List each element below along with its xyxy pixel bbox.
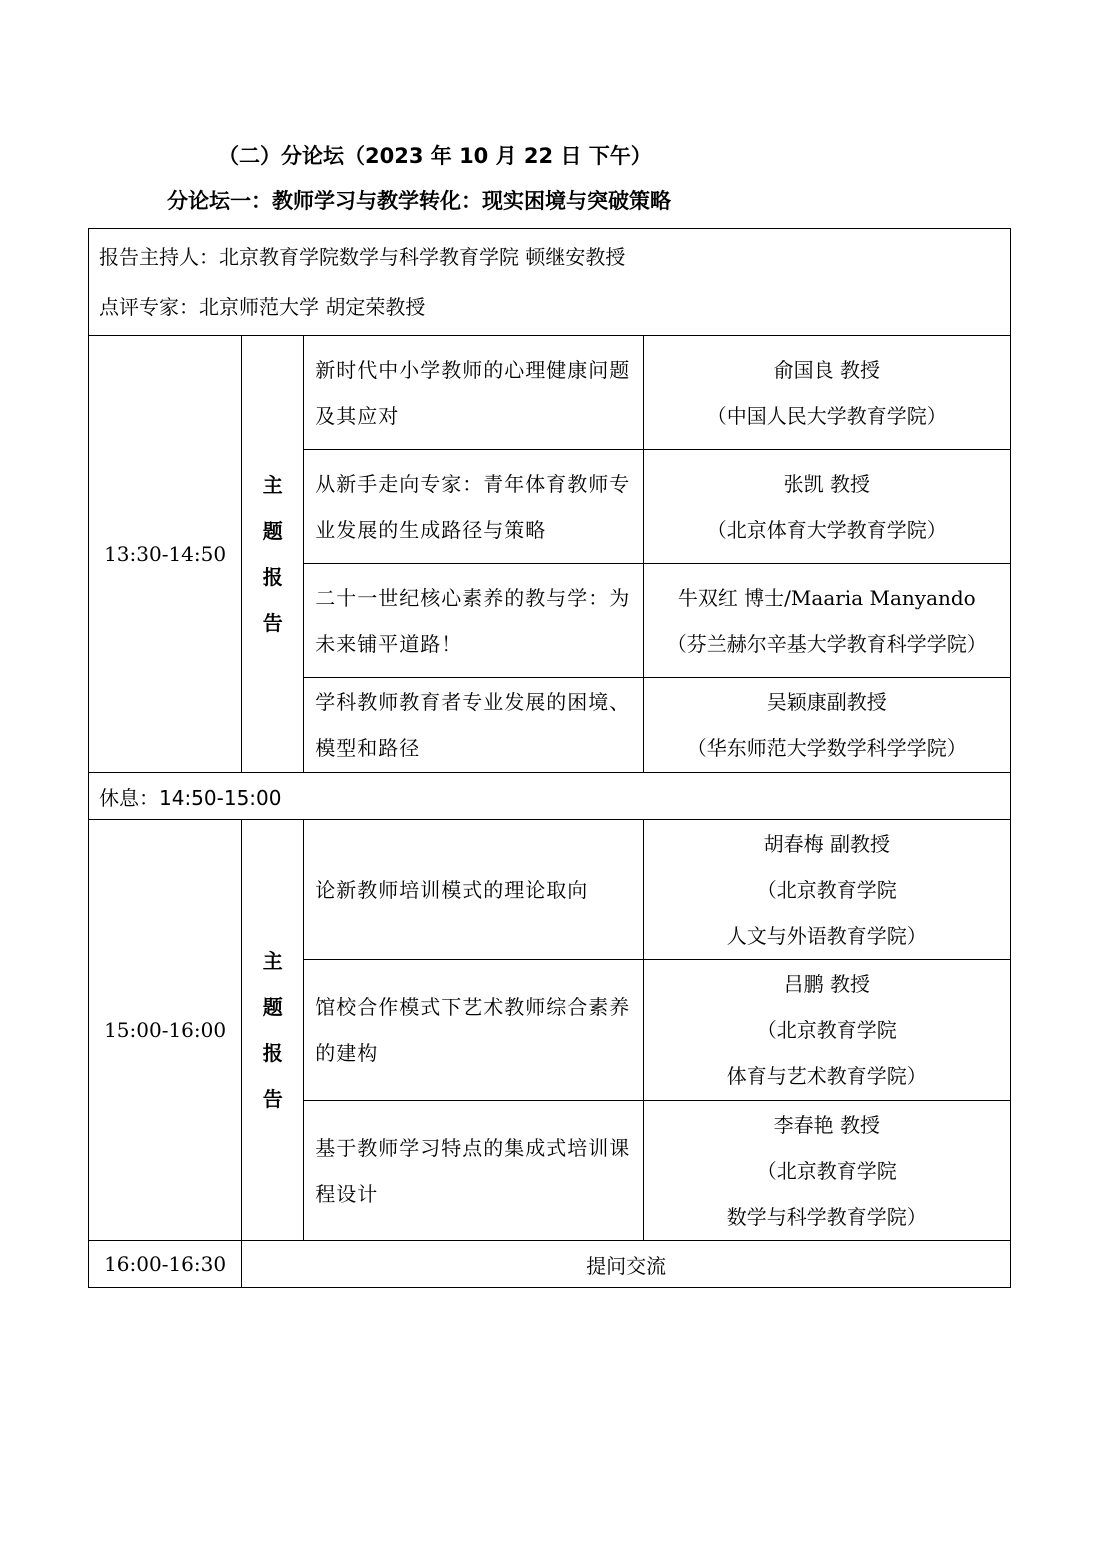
session-label-char: 主 (262, 949, 283, 973)
time-slot: 13:30-14:50 (89, 336, 242, 773)
speaker-affiliation: （芬兰赫尔辛基大学教育科学学院） (666, 631, 987, 656)
speaker-affiliation: （北京教育学院 (756, 1018, 897, 1042)
session-label-char: 题 (262, 995, 283, 1019)
info-row (89, 229, 1011, 336)
speaker-name: 胡春梅 副教授 (763, 831, 890, 856)
talk-topic: 新时代中小学教师的心理健康问题及其应对 (304, 336, 643, 450)
session-label-char: 题 (262, 519, 283, 543)
forum-title: 分论坛一：教师学习与教学转化：现实困境与突破策略 (167, 189, 671, 213)
talk-speaker (643, 820, 1010, 960)
talk-topic: 二十一世纪核心素养的教与学：为未来铺平道路！ (304, 564, 643, 678)
session-label (242, 336, 304, 773)
talk-speaker (643, 450, 1010, 564)
speaker-name: 张凯 教授 (783, 471, 870, 496)
talk-speaker (643, 960, 1010, 1101)
speaker-affiliation: （北京教育学院 (756, 1158, 897, 1183)
speaker-affiliation: （中国人民大学教育学院） (706, 403, 947, 428)
session-label-char: 主 (262, 473, 283, 497)
talk-topic: 馆校合作模式下艺术教师综合素养的建构 (304, 960, 643, 1101)
speaker-affiliation: （北京教育学院 (756, 877, 897, 902)
reviewer-line: 点评专家：北京师范大学 胡定荣教授 (99, 295, 426, 319)
session-label-char: 报 (262, 565, 283, 589)
session-label-char: 告 (262, 1087, 283, 1111)
talk-topic: 论新教师培训模式的理论取向 (304, 820, 643, 960)
speaker-name: 俞国良 教授 (773, 357, 880, 382)
speaker-affiliation: （华东师范大学数学科学学院） (686, 736, 967, 760)
qa-time: 16:00-16:30 (89, 1241, 242, 1288)
speaker-affiliation: 体育与艺术教育学院） (726, 1064, 927, 1088)
speaker-name: 吴颖康副教授 (766, 690, 887, 714)
speaker-affiliation: （北京体育大学教育学院） (706, 517, 947, 542)
session-label-char: 报 (262, 1041, 283, 1065)
talk-speaker (643, 1101, 1010, 1241)
talk-speaker (643, 336, 1010, 450)
session-label-char: 告 (262, 611, 283, 635)
speaker-name: 李春艳 教授 (773, 1112, 880, 1137)
talk-topic: 基于教师学习特点的集成式培训课程设计 (304, 1101, 643, 1241)
host-line: 报告主持人：北京教育学院数学与科学教育学院 顿继安教授 (99, 245, 626, 269)
time-slot: 15:00-16:00 (89, 820, 242, 1241)
speaker-affiliation: 数学与科学教育学院） (726, 1204, 927, 1229)
talk-row (89, 820, 1011, 960)
speaker-name: 牛双红 博士/Maaria Manyando (677, 585, 976, 610)
schedule-table (88, 228, 1011, 1288)
section-title: （二）分论坛（2023 年 10 月 22 日 下午） (218, 144, 652, 168)
speaker-affiliation: 人文与外语教育学院） (726, 923, 927, 948)
break-row (89, 773, 1011, 820)
qa-label: 提问交流 (242, 1241, 1011, 1288)
break-label: 休息：14:50-15:00 (89, 773, 1011, 820)
speaker-name: 吕鹏 教授 (783, 972, 870, 996)
talk-topic: 学科教师教育者专业发展的困境、模型和路径 (304, 678, 643, 773)
talk-topic: 从新手走向专家：青年体育教师专业发展的生成路径与策略 (304, 450, 643, 564)
talk-row (89, 336, 1011, 450)
talk-speaker (643, 564, 1010, 678)
qa-row (89, 1241, 1011, 1288)
talk-speaker (643, 678, 1010, 773)
session-label (242, 820, 304, 1241)
